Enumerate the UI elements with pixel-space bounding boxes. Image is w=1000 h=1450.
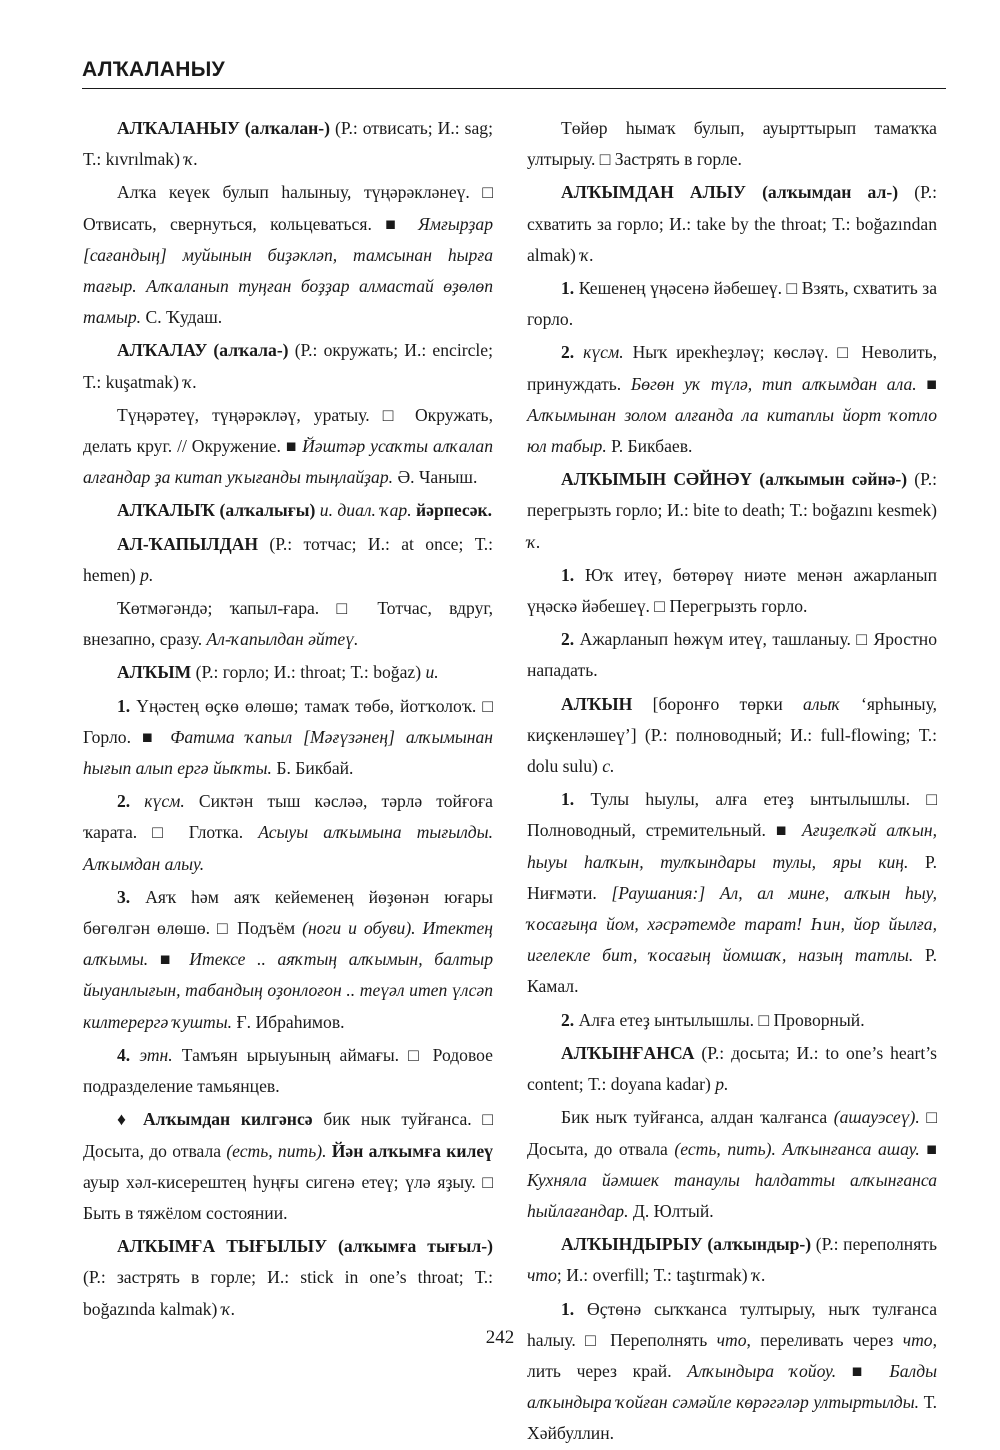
- body-text: С. Ҡудаш.: [141, 307, 223, 328]
- dictionary-paragraph: [527, 784, 937, 1002]
- italic-text: күсм.: [583, 342, 624, 363]
- body-text: Үңәстең өҫкө өлөшө; тамаҡ төбө, йотҡолоҡ. □ Горло. ■: [83, 695, 493, 747]
- dictionary-paragraph: [83, 691, 493, 785]
- italic-text: Ямғырҙар [сағандың] муйынын биҙәкләп, тамсынан һырға тағыр. Алҡаланып туңған боҙҙар алмастай өҙөлөп тамыр.: [83, 213, 493, 328]
- page-number: 242: [485, 1327, 515, 1348]
- body-text: Ныҡ ирекһеҙләү; көсләү. □ Неволить, принуждать.: [527, 342, 938, 394]
- dictionary-paragraph: [527, 1229, 937, 1291]
- body-text: Тамъян ырыуының аймағы. □ Родовое подразделение тамьянцев.: [83, 1044, 493, 1097]
- italic-text: ҡ.: [580, 244, 594, 265]
- body-text: (Р.: схватить за горло; И.: take by the throat; Т.: boğazından almak): [527, 182, 937, 265]
- body-text: ; И.: overfill; Т.: taştırmak): [556, 1265, 753, 1286]
- italic-text: (есть, пить).: [226, 1140, 327, 1161]
- dictionary-paragraph: [83, 1104, 493, 1229]
- headword-text: АЛҠЫМЫН СӘЙНӘҮ (алҡымын сәйнә-): [561, 469, 908, 490]
- italic-text: Ағиҙелҡәй алҡын, һыуы һалҡын, тулҡындары тулы, яры киң.: [527, 820, 937, 872]
- headword-text: АЛҠЫМДАН АЛЫУ (алҡымдан ал-): [561, 182, 899, 203]
- headword-text: йәрпесәк.: [416, 500, 493, 521]
- dictionary-paragraph: [527, 1005, 937, 1036]
- italic-text: ҡ.: [184, 149, 199, 170]
- headword-text: 2.: [561, 1009, 575, 1030]
- headword-text: 1.: [561, 278, 575, 299]
- body-text: Кешенең үңәсенә йәбешеү. □ Взять, схватить за горло.: [527, 278, 937, 330]
- body-text: Тулы һыулы, алға етеҙ ынтылышлы. □ Полноводный, стремительный. ■: [527, 789, 937, 841]
- italic-text: что: [716, 1329, 747, 1350]
- body-text: ■: [916, 373, 937, 394]
- body-text: Д. Юлтый.: [628, 1200, 714, 1221]
- italic-text: с.: [602, 756, 615, 777]
- dictionary-paragraph: [83, 657, 493, 688]
- body-text: Р. Ниғмәти.: [527, 851, 937, 903]
- dictionary-paragraph: [527, 273, 937, 335]
- body-text: Б. Бикбай.: [271, 758, 354, 779]
- headword-text: 1.: [561, 1298, 575, 1319]
- headword-text: Алҡымдан килгәнсә: [142, 1109, 313, 1130]
- italic-text: Ал-ҡапылдан әйтеү.: [206, 629, 359, 650]
- body-text: ♦: [117, 1109, 143, 1130]
- headword-text: 2.: [117, 791, 131, 812]
- headword-text: 3.: [117, 886, 131, 907]
- italic-text: что: [527, 1265, 557, 1286]
- body-text: (Р.: досыта; И.: to one’s heart’s content; Т.: doyana kadar): [527, 1042, 937, 1095]
- dictionary-paragraph: [527, 177, 937, 271]
- body-text: ■: [919, 1138, 937, 1159]
- body-text: Аяҡ һәм аяҡ кейеменең йөҙөнән юғары бөгөлгән өлөшө. □ Подъём: [83, 886, 493, 939]
- italic-text: [Раушания:] Ал, ал мине, алҡын һыу, ҡосағыңа йом, хәсрәтемде тарат! Һин, йор йылға, игелекле бит, ҡосағың йомшаҡ, назың татлы.: [527, 882, 937, 966]
- body-text: (Р.: переполнять: [811, 1234, 937, 1255]
- italic-text: и. диал. ҡар.: [319, 500, 412, 521]
- body-text: Сиктән тыш кәсләә, тәрлә тойғоға ҡарата. □ Глотка.: [83, 791, 493, 843]
- dictionary-paragraph: [83, 529, 493, 591]
- italic-text: алыҡ: [803, 693, 841, 714]
- left-column: [83, 113, 493, 1325]
- headword-text: 1.: [561, 789, 575, 810]
- header-rule: [82, 88, 946, 89]
- italic-text: ҡ.: [221, 1298, 236, 1319]
- body-text: (Р.: окружать; И.: encircle; Т.: kuşatmak): [83, 340, 493, 392]
- body-text: (Р.: горло; И.: throat; Т.: boğaz): [191, 662, 426, 683]
- dictionary-paragraph: [83, 495, 493, 526]
- dictionary-paragraph: [83, 177, 493, 333]
- headword-text: АЛҠЫМ: [117, 662, 192, 683]
- headword-text: 2.: [561, 629, 575, 650]
- italic-text: Асыуы алҡымына тығылды. Алҡымдан алыу.: [83, 822, 493, 874]
- body-text: (Р.: перегрызть горло; И.: bite to death; Т.: boğazını kesmek): [527, 469, 937, 521]
- body-text: [130, 791, 144, 811]
- italic-text: что: [902, 1329, 933, 1350]
- italic-text: Алҡындыра ҡойоу.: [687, 1360, 837, 1381]
- dictionary-paragraph: [527, 560, 937, 622]
- body-text: [130, 1045, 139, 1065]
- dictionary-paragraph: [83, 882, 493, 1038]
- italic-text: ҡ.: [752, 1265, 766, 1286]
- body-text: Алҡа кеүек булып һалыныу, түңәрәкләнеү. □ Отвисать, свернуться, кольцеваться. ■: [83, 182, 493, 234]
- dictionary-paragraph: [527, 1102, 937, 1227]
- italic-text: ҡ.: [527, 531, 541, 552]
- dictionary-paragraph: [527, 113, 937, 175]
- dictionary-paragraph: [83, 335, 493, 397]
- dictionary-paragraph: [527, 689, 937, 783]
- dictionary-paragraph: [527, 337, 937, 462]
- body-text: Ғ. Ибраһимов.: [232, 1011, 345, 1032]
- body-text: [боронғо төрки: [632, 693, 804, 714]
- body-text: ‘ярһыныу, киҫкенләшеү’] (Р.: полноводный; И.: full-flowing; Т.: dolu sulu): [527, 693, 938, 777]
- headword-text: 4.: [117, 1044, 131, 1065]
- body-text: Өҫтөнә сыҡҡанса тултырыу, ныҡ тулғанса һалыу. □ Переполнять: [527, 1298, 937, 1350]
- italic-text: (ашауэсеү).: [833, 1107, 920, 1128]
- body-text: Р. Бикбаев.: [606, 436, 693, 457]
- dictionary-paragraph: [527, 1038, 937, 1100]
- body-text: □ Досыта, до отвала: [527, 1107, 937, 1159]
- body-text: Ҡөтмәгәндә; ҡапыл-ғара. □ Тотчас, вдруг, внезапно, сразу.: [83, 598, 493, 650]
- running-head: АЛҠАЛАНЫУ: [82, 58, 225, 81]
- dictionary-paragraph: [83, 1231, 493, 1325]
- headword-text: АЛҠЫМҒА ТЫҒЫЛЫУ (алҡымға тығыл-): [117, 1236, 493, 1257]
- dictionary-paragraph: [527, 464, 937, 558]
- italic-text: Итексе .. аяҡтың алҡымын, балтыр йыуанлығын, табандың оҙонлоғон .. теүәл итеп үлсәп килтерергә ҡушты.: [83, 949, 493, 1032]
- dictionary-paragraph: [83, 400, 493, 494]
- body-text: ■: [148, 949, 190, 970]
- headword-text: АЛ-ҠАПЫЛДАН: [117, 533, 259, 554]
- body-text: Алға етеҙ ынтылышлы. □ Проворный.: [574, 1009, 865, 1030]
- body-text: Түңәрәтеү, түңәрәкләү, уратыу. □ Окружать, делать круг. // Окружение. ■: [83, 404, 493, 457]
- right-column: [527, 113, 937, 1450]
- italic-text: Йәштәр усаҡты алҡалап алғандар ҙа китап уҡығанды тыңлайҙар.: [83, 436, 493, 488]
- italic-text: р.: [715, 1074, 729, 1095]
- dictionary-paragraph: [83, 786, 493, 880]
- headword-text: АЛҠАЛАНЫУ (алҡалан-): [117, 118, 331, 138]
- headword-text: 2.: [561, 342, 575, 363]
- headword-text: АЛҠЫНДЫРЫУ (алҡындыр-): [561, 1234, 812, 1255]
- headword-text: 1.: [117, 695, 131, 716]
- dictionary-paragraph: [83, 1040, 493, 1102]
- headword-text: АЛҠАЛЫҠ (алҡалығы): [117, 500, 316, 521]
- italic-text: (ноги и обуви). Итектең алҡымы.: [83, 918, 493, 970]
- body-text: Бик ныҡ туйғанса, алдан ҡалғанса: [561, 1107, 834, 1128]
- body-text: (Р.: тотчас; И.: at once; Т.: hemen): [83, 533, 493, 585]
- body-text: ■: [836, 1360, 890, 1381]
- italic-text: Кухняла йәмшек танаулы һалдатты алҡынғанса һыйлағандар.: [527, 1169, 937, 1221]
- italic-text: этн.: [139, 1044, 173, 1065]
- headword-text: АЛҠЫНҒАНСА: [561, 1042, 695, 1063]
- body-text: ауыр хәл-кисерештең һуңғы сигенә етеү; үлә яҙыу. □ Быть в тяжёлом состоянии.: [83, 1171, 493, 1223]
- body-text: (Р.: отвисать; И.: sag; Т.: kıvrılmak): [83, 118, 493, 170]
- body-text: Т. Хәйбуллин.: [527, 1392, 937, 1444]
- dictionary-paragraph: [527, 624, 937, 686]
- body-text: (Р.: застрять в горле; И.: stick in one’s throat; Т.: boğazında kalmak): [83, 1267, 493, 1319]
- italic-text: ҡ.: [183, 371, 198, 392]
- italic-text: Бөгөн уҡ түлә, тип алҡымдан ала.: [630, 373, 917, 394]
- body-text: Р. Камал.: [527, 945, 937, 997]
- body-text: , переливать через: [746, 1329, 903, 1350]
- dictionary-paragraph: [527, 1294, 937, 1450]
- dictionary-paragraph: [83, 113, 493, 175]
- italic-text: Фатима ҡапыл [Мәғүзәнең] алҡымынан һығып алып ергә йыҡты.: [83, 726, 493, 779]
- body-text: Төйөр һымаҡ булып, ауырттырып тамаҡҡа ултырыу. □ Застрять в горле.: [527, 118, 937, 170]
- italic-text: Алҡымынан золом алғанда ла китаплы йорт ҡотло юл табыр.: [527, 404, 937, 457]
- body-text: [574, 342, 583, 362]
- body-text: , лить через край.: [527, 1329, 937, 1381]
- italic-text: күсм.: [144, 791, 185, 812]
- body-text: Ә. Чаныш.: [393, 467, 478, 488]
- headword-text: Йән алҡымға килеү: [331, 1140, 493, 1161]
- headword-text: 1.: [561, 564, 575, 585]
- italic-text: и.: [425, 662, 439, 683]
- italic-text: Балды алҡындыра ҡойған сәмәйле көрәгәләр ултыртылды.: [527, 1360, 938, 1413]
- headword-text: АЛҠАЛАУ (алҡала-): [117, 340, 289, 361]
- body-text: Ажарланып һөжүм итеү, ташланыу. □ Яростно нападать.: [527, 629, 937, 681]
- italic-text: р.: [140, 564, 154, 585]
- dictionary-paragraph: [83, 593, 493, 655]
- body-text: Юҡ итеү, бөтөрөү ниәте менән ажарланып үңәскә йәбешеү. □ Перегрызть горло.: [527, 564, 937, 617]
- headword-text: АЛҠЫН: [561, 693, 633, 714]
- body-text: бик нык туйғанса. □ Досыта, до отвала: [83, 1109, 493, 1161]
- italic-text: (есть, пить). Алҡынғанса ашау.: [674, 1138, 920, 1159]
